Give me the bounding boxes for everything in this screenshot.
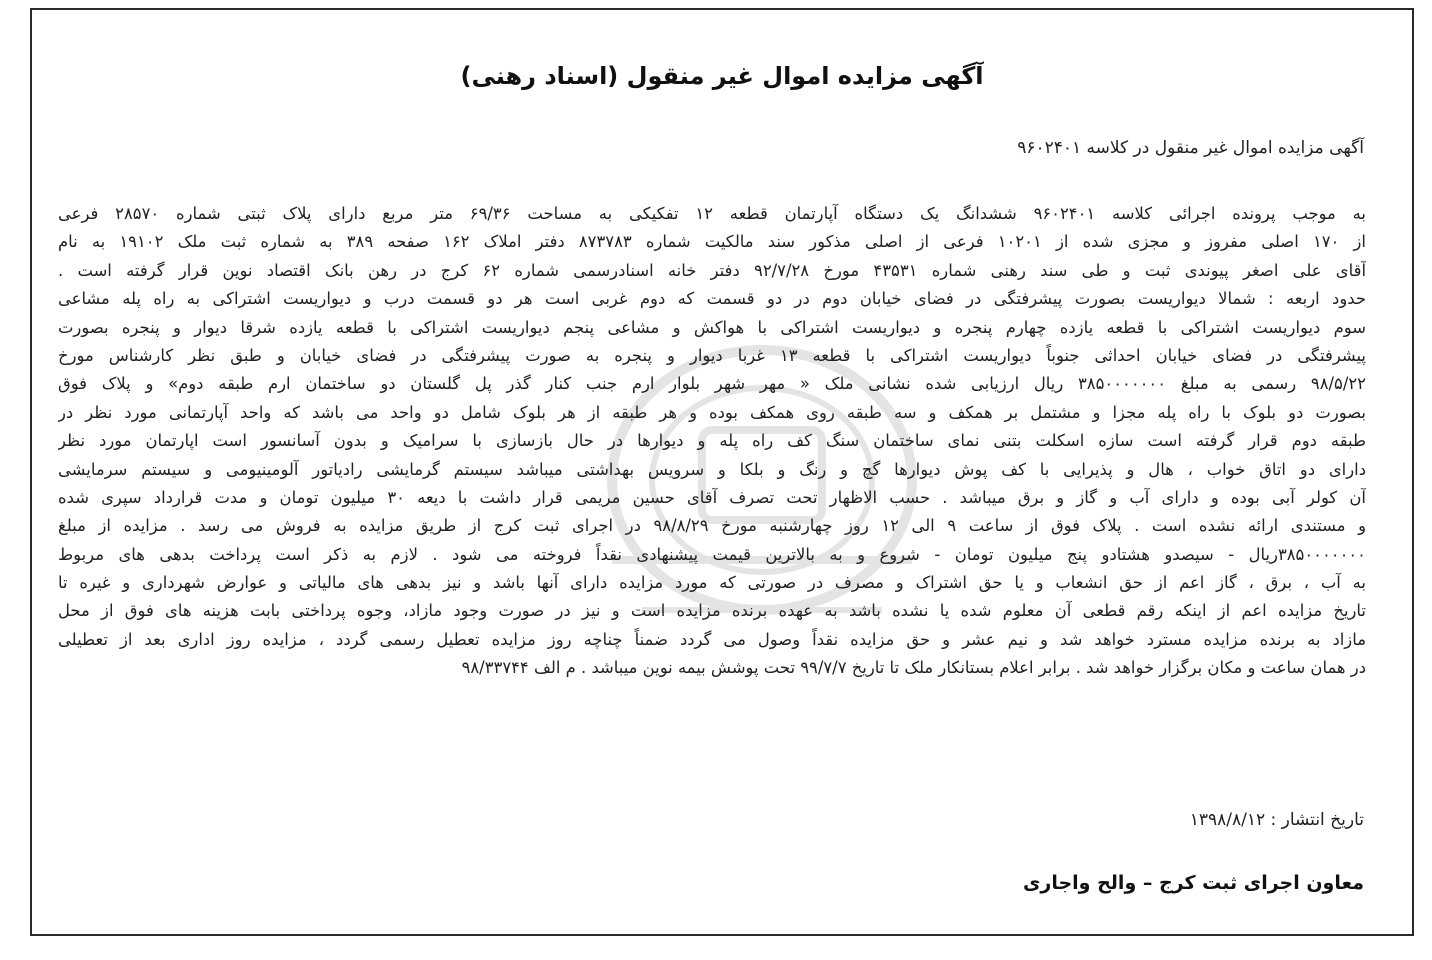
body-line: و مستندی ارائه نشده است . پلاک فوق از ساعت ۹ الی ۱۲ روز چهارشنبه مورخ ۹۸/۸/۲۹ در اجرای ثبت کرج از طریق مزایده به فروش می رسد . مزایده از مبلغ [58,516,1366,536]
body-line: تاریخ مزایده اعم از اینکه رقم قطعی آن معلوم شده یا نشده باشد به عهده برنده مزایده است و نیز در صورت وجود مازاد، وجوه پرداختی بابت هزینه های فوق از محل [58,601,1366,621]
notice-body [58,200,1366,683]
notice-subtitle: آگهی مزایده اموال غیر منقول در کلاسه ۹۶۰۲۴۰۱ [1017,138,1364,158]
body-line: طبقه دوم قرار گرفته است سازه اسکلت بتنی نمای ساختمان سنگ کف راه پله و دیوارها در حال بازسازی با سرامیک و بدون آسانسور است اپارتمان مورد نظر [58,431,1366,451]
body-line: آقای علی اصغر پیوندی ثبت و طی سند رهنی شماره ۴۳۵۳۱ مورخ ۹۲/۷/۲۸ دفتر خانه اسنادرسمی شماره ۶۲ کرج در رهن بانک اقتصاد نوین قرار گرفته است . [58,260,1366,280]
body-line: آن کولر آبی بوده و دارای آب و گاز و برق میباشد . حسب الاظهار تحت تصرف آقای حسین مریمی قرار داشت با دیعه ۳۰ میلیون تومان و مدت قرارداد سپری شده [58,487,1366,507]
notice-title: آگهی مزایده اموال غیر منقول (اسناد رهنی) [460,62,984,90]
signature-line: معاون اجرای ثبت کرج – والح واجاری [1022,872,1364,894]
body-line: پیشرفتگی در فضای خیابان احداثی جنوباً دیواریست اشتراکی با قطعه ۱۳ غربا دیوار و پنجره به صورت پیشرفتگی در فضای خیابان و طبق نظر کارشناس مورخ [58,345,1366,365]
body-line: ۳۸۵۰۰۰۰۰۰۰ریال - سیصدو هشتادو پنج میلیون تومان - شروع و به بالاترین قیمت پیشنهادی نقداً فروخته می شود . لازم به ذکر است پرداخت بدهی های مربوط [58,544,1366,564]
body-line: مازاد به برنده مزایده مسترد خواهد شد و نیم عشر و حق مزایده نقداً وصول می گردد ضمناً چناچه روز مزایده تعطیل رسمی گردد ، مزایده روز اداری بعد از تعطیلی [58,629,1366,649]
body-line: ۹۸/۵/۲۲ رسمی به مبلغ ۳۸۵۰۰۰۰۰۰۰ ریال ارزیابی شده نشانی ملک « مهر شهر بلوار ارم جنب کنار گذر پل گلستان دو ساختمان ارم طبقه دوم» و پلاک فوق [58,374,1366,394]
body-line: حدود اربعه : شمالا دیواریست بصورت پیشرفتگی در فضای خیابان دوم در دو قسمت که دوم غربی است هر دو قسمت درب و دیواریست اشتراکی به راه پله مشاعی [58,289,1366,309]
body-line: به آب ، برق ، گاز اعم از حق انشعاب و یا حق اشتراک و مصرف در صورتی که مورد مزایده دارای آنها باشد و نیز بدهی های مالیاتی و عوارض شهرداری و غیره تا [58,573,1366,593]
body-line: در همان ساعت و مکان برگزار خواهد شد . برابر اعلام بستانکار ملک تا تاریخ ۹۹/۷/۷ تحت پوشش بیمه نوین میباشد . م الف ۹۸/۳۳۷۴۴ [461,658,1366,678]
body-line: سوم دیواریست اشتراکی با قطعه یازده چهارم پنجره و دیواریست اشتراکی با هواکش و مشاعی پنجم دیواریست اشتراکی با قطعه یازده شرقا دیوار و پنجره بصورت [58,317,1366,337]
publication-date: تاریخ انتشار : ۱۳۹۸/۸/۱۲ [1189,810,1364,830]
notice-frame [30,8,1414,936]
body-line: دارای دو اتاق خواب ، هال و پذیرایی با کف پوش دیوارها گچ و رنگ و بلکا و سرویس بهداشتی میباشد سیستم گرمایشی رادیاتور آلومینیومی و سیستم سرمایشی [58,459,1366,479]
body-line: به موجب پرونده اجرائی کلاسه ۹۶۰۲۴۰۱ ششدانگ یک دستگاه آپارتمان قطعه ۱۲ تفکیکی به مساحت ۶۹/۳۶ متر مربع دارای پلاک ثبتی شماره ۲۸۵۷۰ فرعی [58,204,1366,223]
body-line: از ۱۷۰ اصلی مفروز و مجزی شده از ۱۰۲۰۱ فرعی از اصلی مذکور سند مالکیت شماره ۸۷۳۷۸۳ دفتر املاک ۱۶۲ صفحه ۳۸۹ به شماره ثبت ملک ۱۹۱۰۲ به نام [58,232,1366,252]
body-line: بصورت دو بلوک با راه پله مجزا و مشتمل بر همکف و سه طبقه روی همکف بوده و هر طبقه از هر بلوک شامل دو واحد می باشد که واحد آپارتمانی مورد نظر در [58,402,1366,422]
